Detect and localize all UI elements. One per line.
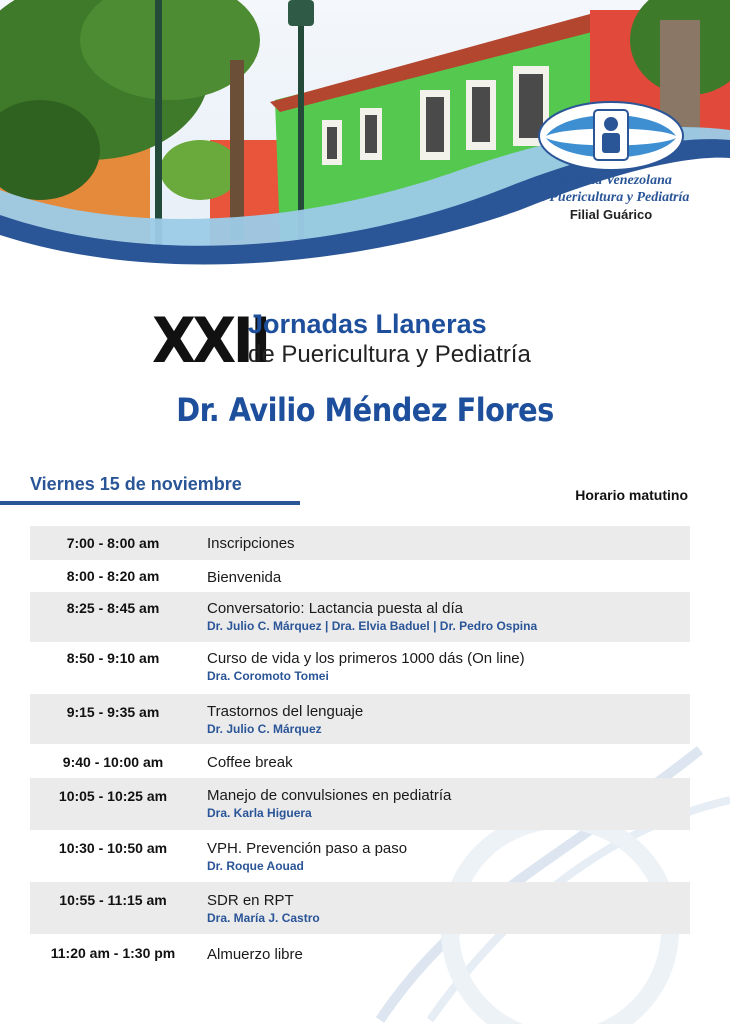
schedule-topic-cell <box>207 787 451 821</box>
day-underline <box>0 501 300 505</box>
schedule-speaker: Dr. Roque Aouad <box>207 859 304 873</box>
schedule-topic-cell <box>207 840 407 874</box>
schedule-row <box>30 526 690 560</box>
schedule-time: 8:00 - 8:20 am <box>66 568 160 584</box>
schedule-topic-cell <box>207 650 525 684</box>
event-title-line2: de Puericultura y Pediatría <box>248 341 531 368</box>
schedule-speaker: Dra. Karla Higuera <box>207 806 312 820</box>
society-logo <box>526 100 696 224</box>
schedule-topic-cell <box>207 600 537 634</box>
schedule-topic: SDR en RPT <box>207 892 294 909</box>
event-edition: XXII <box>152 304 268 377</box>
schedule-topic: Curso de vida y los primeros 1000 dás (On line) <box>207 650 525 667</box>
schedule-time: 9:15 - 9:35 am <box>66 704 160 720</box>
schedule-time: 11:20 am - 1:30 pm <box>50 945 176 961</box>
society-name-line2: de Puericultura y Pediatría <box>532 190 690 205</box>
schedule-row <box>30 744 690 778</box>
schedule-time: 9:40 - 10:00 am <box>62 754 164 770</box>
session-label: Horario matutino <box>575 487 688 503</box>
schedule-topic-cell <box>207 946 303 964</box>
schedule-row <box>30 882 690 934</box>
schedule-topic: Almuerzo libre <box>207 946 303 963</box>
event-title-line1: Jornadas Llaneras <box>248 309 487 339</box>
schedule-topic: Bienvenida <box>207 569 282 586</box>
schedule-topic: Trastornos del lenguaje <box>207 703 364 720</box>
schedule-row <box>30 560 690 592</box>
schedule-time: 8:25 - 8:45 am <box>66 600 160 616</box>
schedule-topic: Conversatorio: Lactancia puesta al día <box>207 600 463 617</box>
schedule-row <box>30 778 690 830</box>
schedule-topic: Coffee break <box>207 754 293 771</box>
schedule-time: 10:55 - 11:15 am <box>59 892 167 908</box>
schedule-row <box>30 830 690 882</box>
schedule-topic-cell <box>207 535 295 553</box>
schedule-topic-cell <box>207 569 281 587</box>
schedule-row <box>30 642 690 694</box>
schedule-speaker: Dra. Coromoto Tomei <box>207 669 329 683</box>
schedule-topic-cell <box>207 703 363 737</box>
schedule-time: 10:05 - 10:25 am <box>58 788 168 804</box>
event-honoree: Dr. Avilio Méndez Flores <box>176 391 554 429</box>
society-name-line1: Sociedad Venezolana <box>550 173 672 188</box>
schedule-topic: Inscripciones <box>207 535 295 552</box>
society-emblem-icon <box>536 100 686 172</box>
schedule-topic: Manejo de convulsiones en pediatría <box>207 787 452 804</box>
schedule-time: 7:00 - 8:00 am <box>66 535 160 551</box>
schedule-speaker: Dra. María J. Castro <box>207 911 320 925</box>
schedule-table <box>30 526 690 970</box>
schedule-row <box>30 592 690 642</box>
schedule-time: 10:30 - 10:50 am <box>58 840 168 856</box>
society-branch: Filial Guárico <box>569 207 653 222</box>
schedule-row <box>30 934 690 970</box>
schedule-topic-cell <box>207 754 293 772</box>
schedule-topic: VPH. Prevención paso a paso <box>207 840 408 857</box>
schedule-speaker: Dr. Julio C. Márquez <box>207 722 322 736</box>
schedule-time: 8:50 - 9:10 am <box>66 650 160 666</box>
schedule-row <box>30 694 690 744</box>
schedule-topic-cell <box>207 892 320 926</box>
schedule-speaker: Dr. Julio C. Márquez | Dra. Elvia Baduel | Dr. Pedro Ospina <box>207 619 538 633</box>
day-label: Viernes 15 de noviembre <box>30 474 242 494</box>
